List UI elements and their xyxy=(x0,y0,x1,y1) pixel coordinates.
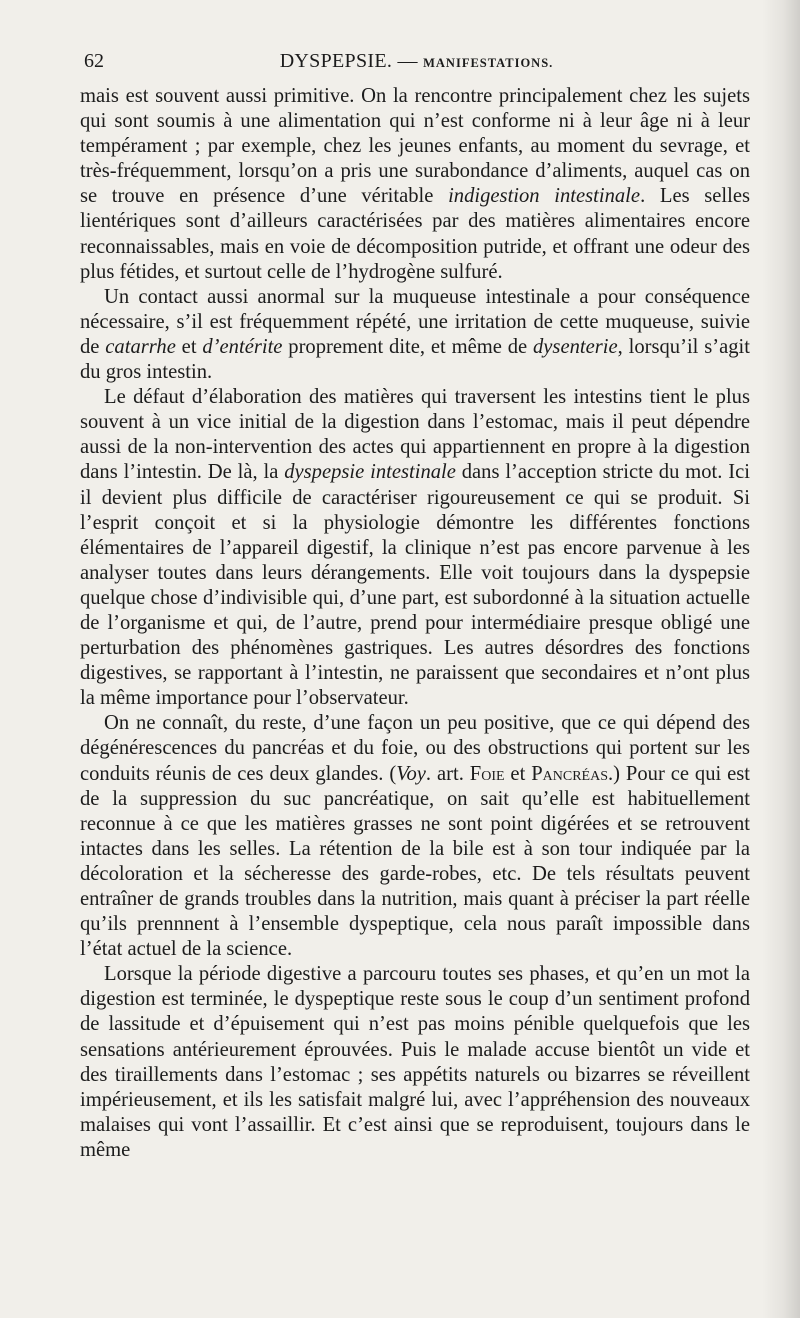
text-run: dans l’acception stricte du mot. Ici il devient plus difficile de caractériser rigoureusement ce qui se produit. Si l’esprit conçoit et si la physiologie démontre les différentes fonctions élémentaires de l’appareil digestif, la clinique n’est pas encore parvenue à les analyser toutes dans leurs dérangements. Elle voit toujours dans la dyspepsie quelque chose d’indivisible qui, d’une part, est subordonné à la situation actuelle de l’organisme et qui, de l’autre, prend pour intermédiaire presque obligé une perturbation des phénomènes gastriques. Les autres désordres des fonctions digestives, se rapportant à l’intestin, ne paraissent que secondaires et n’ont plus la même importance pour l’observateur. xyxy=(80,461,750,710)
text-run: Lorsque la période digestive a parcouru toutes ses phases, et qu’en un mot la digestion est terminée, le dyspeptique reste sous le coup d’un sentiment profond de lassitude et d’épuisement qui n’est pas moins pénible quelquefois que les sensations antérieurement éprouvées. Puis le malade accuse bientôt un vide et des tiraillements dans l’estomac ; ses appétits naturels ou bizarres se réveillent impérieusement, et ils les satisfait malgré lui, avec l’appréhension des nouveaux malaises qui vont l’assaillir. Et c’est ainsi que se reproduisent, toujours dans le même xyxy=(80,963,750,1161)
paragraph xyxy=(80,385,750,711)
text-run: . art. xyxy=(425,762,470,785)
running-head-dash: — xyxy=(397,50,418,72)
text-run: , lorsqu’il s’agit du gros intestin. xyxy=(80,335,750,384)
running-head-title: DYSPEPSIE. xyxy=(279,50,393,72)
page-header xyxy=(84,50,749,76)
italic-term: d’entérite xyxy=(202,335,283,358)
paragraph xyxy=(80,285,750,385)
italic-term: dysenterie xyxy=(533,335,618,358)
text-run: et xyxy=(175,335,203,358)
italic-term: catarrhe xyxy=(105,335,176,358)
small-caps-reference: Pancréas xyxy=(531,762,609,785)
text-run: proprement dite, et même de xyxy=(282,335,533,358)
small-caps-reference: Foie xyxy=(469,762,505,785)
paragraph xyxy=(80,962,750,1163)
italic-term: dyspepsie intestinale xyxy=(284,461,456,484)
text-run: . Les selles lientériques sont d’ailleurs caractérisées par des matières alimentaires encore reconnaissables, mais en voie de décomposition putride, et offrant une odeur des plus fétides, et surtout celle de l’hydrogène sulfuré. xyxy=(80,185,751,283)
text-run: Le défaut d’élaboration des matières qui traversent les intestins tient le plus souvent à un vice initial de la digestion dans l’estomac, mais il peut dépendre aussi de la non-intervention des actes qui appartiennent en propre à la digestion dans l’intestin. De là, la xyxy=(80,386,750,484)
paragraph xyxy=(80,711,750,962)
running-head xyxy=(84,50,749,73)
italic-term: indigestion intestinale xyxy=(448,185,641,208)
page-number: 62 xyxy=(84,50,104,72)
text-run: .) Pour ce qui est de la suppression du suc pancréatique, on sait qu’elle est habituellement reconnue à ce que les matières grasses ne sont point digérées et se retrouvent intactes dans les selles. La rétention de la bile est à son tour indiquée par la décoloration et la sécheresse des garde-robes, etc. De tels résultats peuvent entraîner de grands troubles dans la nutrition, mais quant à préciser la part réelle qu’ils prennnent à l’ensemble dyspeptique, cela nous paraît impossible dans l’état actuel de la science. xyxy=(80,762,750,961)
text-run: mais est souvent aussi primitive. On la rencontre principalement chez les sujets qui sont soumis à une alimentation qui n’est conforme ni à leur âge ni à leur tempérament ; par exemple, chez les jeunes enfants, au moment du sevrage, et très-fréquemment, lorsqu’on a pris une surabondance d’aliments, auquel cas on se trouve en présence d’une véritable xyxy=(80,85,750,208)
paragraph xyxy=(80,84,750,285)
text-run: Un contact aussi anormal sur la muqueuse intestinale a pour conséquence nécessaire, s’il est fréquemment répété, une irritation de cette muqueuse, suivie de xyxy=(80,285,750,358)
italic-term: Voy xyxy=(396,762,426,785)
page-edge-shadow xyxy=(762,0,800,1318)
text-run: et xyxy=(504,762,532,785)
body-text xyxy=(80,84,750,1163)
text-run: On ne connaît, du reste, d’une façon un peu positive, que ce qui dépend des dégénérescences du pancréas et du foie, ou des obstructions qui portent sur les conduits réunis de ces deux glandes. ( xyxy=(80,712,750,785)
running-head-subtitle: MANIFESTATIONS. xyxy=(423,56,554,70)
